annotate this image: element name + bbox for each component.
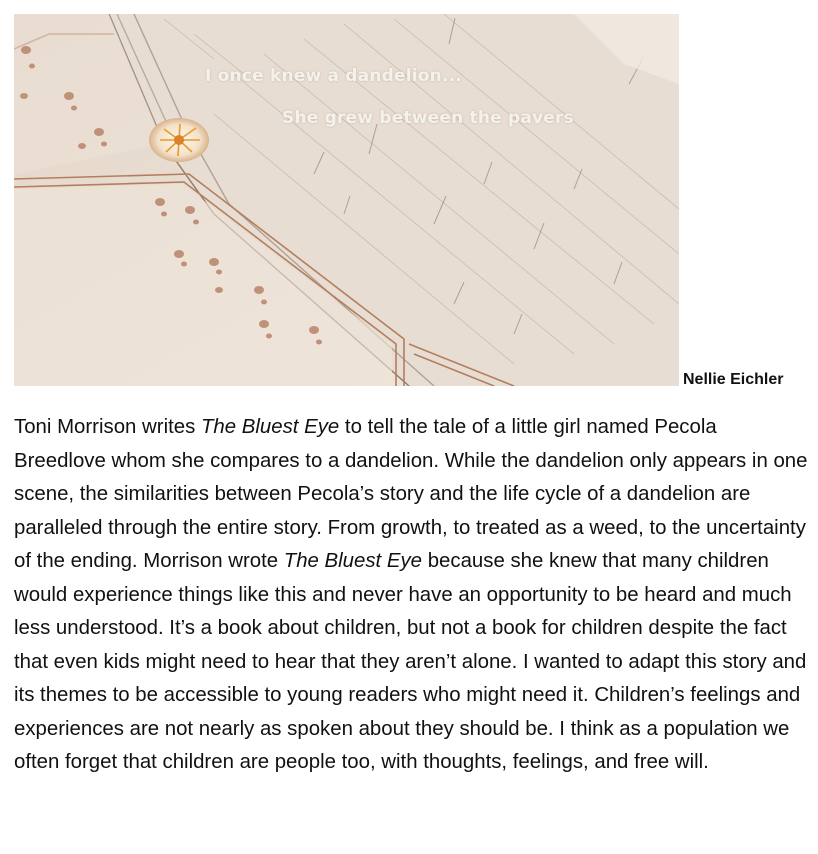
book-title: The Bluest Eye <box>200 416 340 438</box>
dandelion-illustration <box>14 14 679 386</box>
essay-segment-3: because she knew that many children would experience things like this and never have an opportunity to be heard and much less understood. It’s a book about children, but not a book for children despite the fact that even kids might need to hear that they aren’t alone. I wanted to adapt this story and its themes to be accessible to young readers who might need it. Children’s feelings and experiences are not nearly as spoken about they should be. I think as a population we often forget that children are people too, with thoughts, feelings, and free will. <box>14 550 807 773</box>
book-title: The Bluest Eye <box>283 550 423 572</box>
essay-segment-2: to tell the tale of a little girl named Pecola Breedlove whom she compares to a dandelion. While the dandelion only appears in one scene, the similarities between Pecola’s story and the life cycle of a dandelion are paralleled through the entire story. From growth, to treated as a weed, to the uncertainty of the ending. Morrison wrote <box>14 416 808 572</box>
illustration-caption-line-2: She grew between the pavers <box>282 108 574 128</box>
illustration-caption-line-1: I once knew a dandelion... <box>205 66 462 86</box>
essay-segment-1: Toni Morrison writes <box>14 416 201 438</box>
essay-paragraph <box>14 411 814 780</box>
dandelion-flower <box>149 118 209 162</box>
artist-credit: Nellie Eichler <box>683 371 784 388</box>
